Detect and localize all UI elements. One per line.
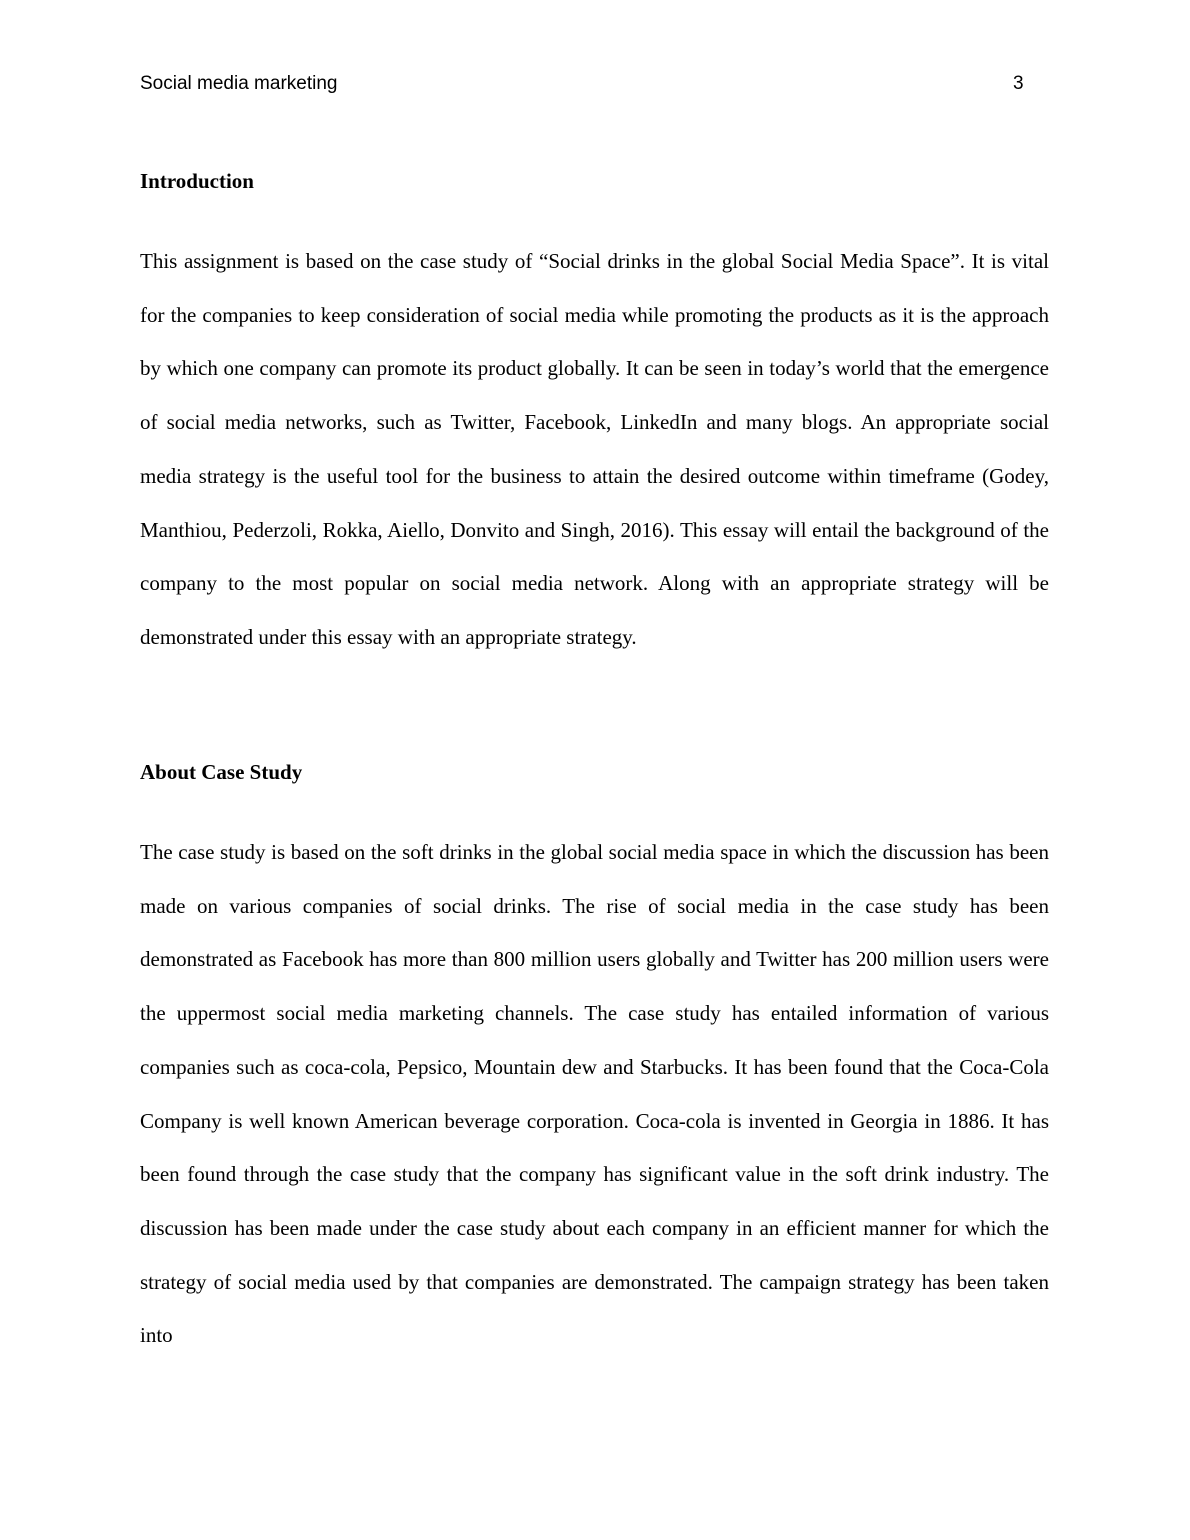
page-number: 3 [1013, 73, 1024, 94]
about-case-study-paragraph: The case study is based on the soft drinks in the global social media space in which the discussion has been made on various companies of social drinks. The rise of social media in the case study has been demonstrated as Facebook has more than 800 million users globally and Twitter has 200 million users were the uppermost social media marketing channels. The case study has entailed information of various companies such as coca-cola, Pepsico, Mountain dew and Starbucks. It has been found that the Coca-Cola Company is well known American beverage corporation. Coca-cola is invented in Georgia in 1886. It has been found through the case study that the company has significant value in the soft drink industry. The discussion has been made under the case study about each company in an efficient manner for which the strategy of social media used by that companies are demonstrated. The campaign strategy has been taken into [140, 840, 1049, 1348]
introduction-paragraph: This assignment is based on the case study of “Social drinks in the global Social Media Space”. It is vital for the companies to keep consideration of social media while promoting the products as it is the approach by which one company can promote its product globally. It can be seen in today’s world that the emergence of social media networks, such as Twitter, Facebook, LinkedIn and many blogs. An appropriate social media strategy is the useful tool for the business to attain the desired outcome within timeframe (Godey, Manthiou, Pederzoli, Rokka, Aiello, Donvito and Singh, 2016). This essay will entail the background of the company to the most popular on social media network. Along with an appropriate strategy will be demonstrated under this essay with an appropriate strategy. [140, 249, 1049, 649]
section-heading-about-case-study: About Case Study [140, 760, 303, 784]
section-heading-introduction: Introduction [140, 169, 254, 193]
running-head: Social media marketing [140, 73, 338, 94]
